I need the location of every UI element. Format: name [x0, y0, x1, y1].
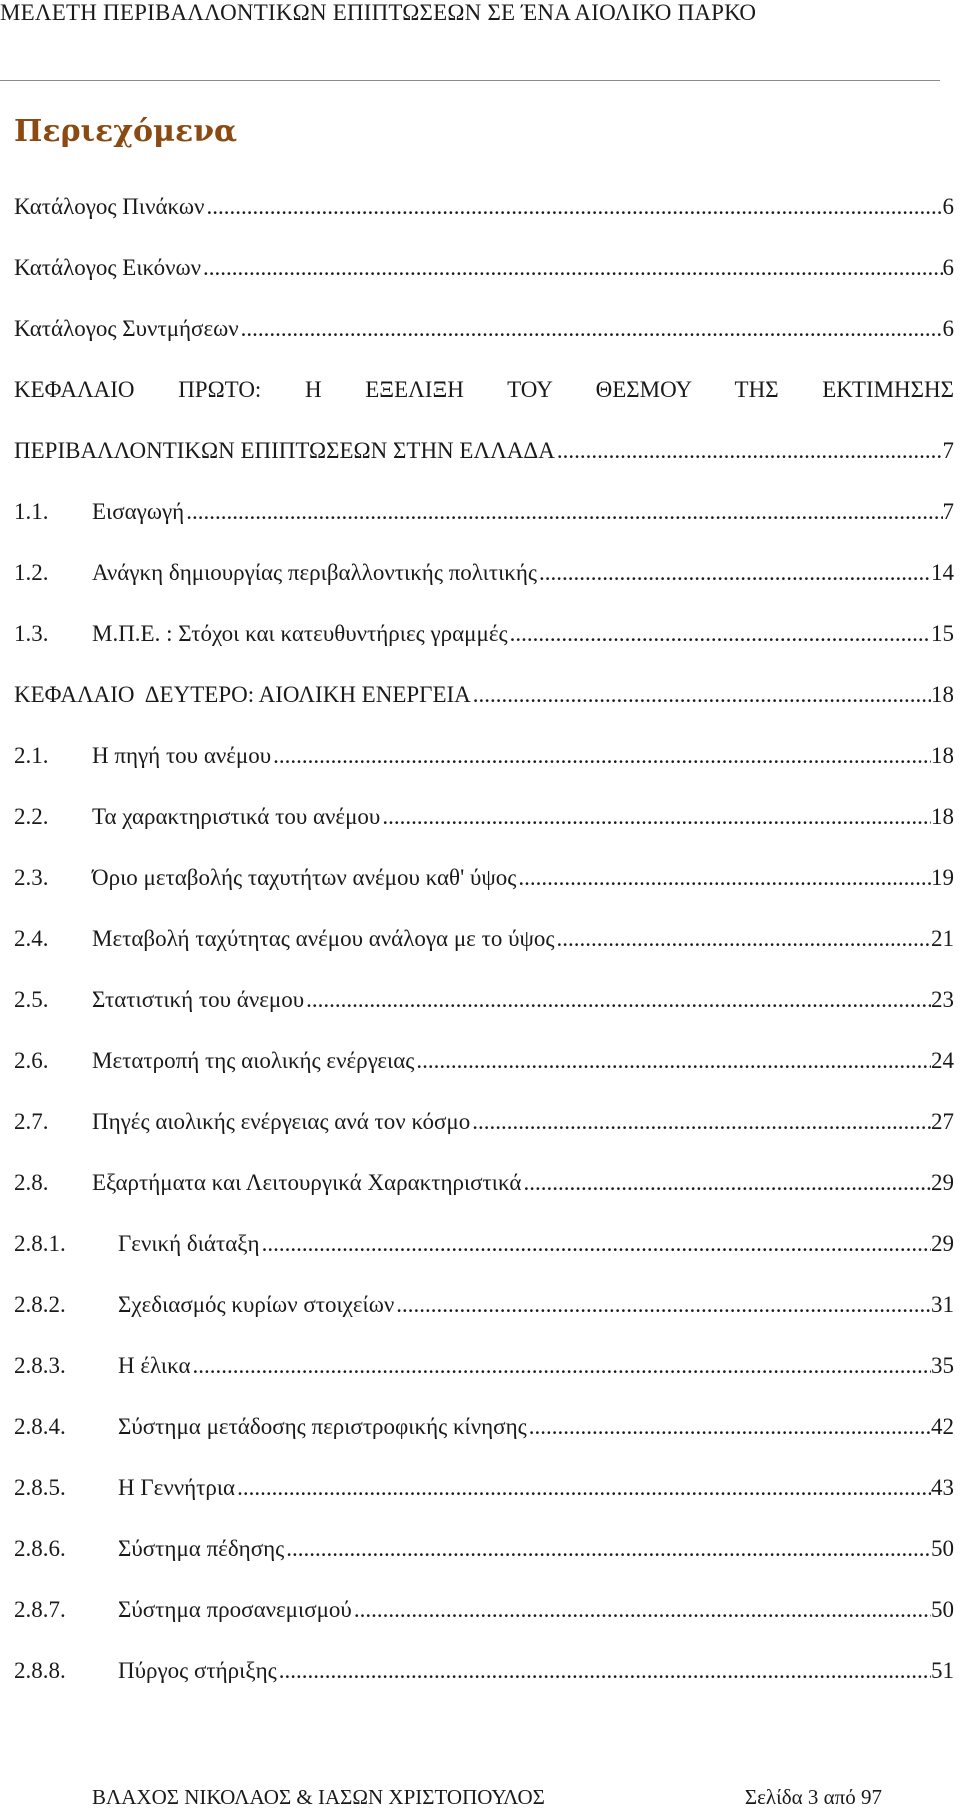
toc-entry-number: 2.3.	[14, 865, 49, 890]
toc-entry-text: Ανάγκη δημιουργίας περιβαλλοντικής πολιτικής	[92, 560, 538, 585]
dot-leader	[471, 664, 931, 725]
toc-entry[interactable]	[14, 847, 954, 908]
toc-entry-text: ΠΕΡΙΒΑΛΛΟΝΤΙΚΩΝ ΕΠΙΠΤΩΣΕΩΝ ΣΤΗΝ ΕΛΛΑΔΑ	[14, 438, 555, 463]
toc-entry-page: 18	[931, 804, 954, 829]
toc-title: Περιεχόμενα	[14, 114, 238, 149]
toc-entry-page: 15	[931, 621, 954, 646]
footer-authors: ΒΛΑΧΟΣ ΝΙΚΟΛΑΟΣ & ΙΑΣΩΝ ΧΡΙΣΤΟΠΟΥΛΟΣ	[92, 1785, 545, 1809]
toc-entry-number: 2.2.	[14, 804, 49, 829]
toc-entry-text: Η έλικα	[118, 1353, 191, 1378]
toc-entry-number: 2.1.	[14, 743, 49, 768]
toc-entry-text: Πύργος στήριξης	[118, 1658, 277, 1683]
toc-entry-number: 2.8.	[14, 1170, 49, 1195]
running-header: ΜΕΛΕΤΗ ΠΕΡΙΒΑΛΛΟΝΤΙΚΩΝ ΕΠΙΠΤΩΣΕΩΝ ΣΕ ΈΝΑ ΑΙΟΛΙΚΟ ΠΑΡΚΟ	[0, 0, 757, 25]
toc-entry-page: 6	[942, 194, 954, 219]
toc-entry-text: Εξαρτήματα και Λειτουργικά Χαρακτηριστικά	[92, 1170, 522, 1195]
dot-leader	[191, 1335, 931, 1396]
toc-entry[interactable]	[14, 1640, 954, 1701]
toc-entry[interactable]	[14, 298, 954, 359]
toc-entry-text: Πηγές αιολικής ενέργειας ανά τον κόσμο	[92, 1109, 471, 1134]
toc-entry[interactable]	[14, 1091, 954, 1152]
toc-entry-page: 51	[931, 1658, 954, 1683]
toc-entry-page: 6	[942, 255, 954, 280]
toc-entry[interactable]	[14, 969, 954, 1030]
dot-leader	[394, 1274, 931, 1335]
toc-entry[interactable]	[14, 725, 954, 786]
toc-entry-page: 42	[931, 1414, 954, 1439]
toc-entry[interactable]	[14, 237, 954, 298]
dot-leader	[508, 603, 931, 664]
toc-entry-number: 2.8.1.	[14, 1231, 66, 1256]
toc-entry-chapter-1[interactable]	[14, 359, 954, 481]
toc-entry-chapter-2[interactable]	[14, 664, 954, 725]
toc-entry-page: 21	[931, 926, 954, 951]
toc-entry-number: 2.8.3.	[14, 1353, 66, 1378]
toc-entry-text: Μ.Π.Ε. : Στόχοι και κατευθυντήριες γραμμές	[92, 621, 508, 646]
header-divider	[0, 80, 940, 81]
toc-entry-number: 1.1.	[14, 499, 49, 524]
toc-entry-text: Γενική διάταξη	[118, 1231, 260, 1256]
toc-entry[interactable]	[14, 786, 954, 847]
toc-entry[interactable]	[14, 176, 954, 237]
toc-entry[interactable]	[14, 1030, 954, 1091]
toc-entry-number: 2.7.	[14, 1109, 49, 1134]
dot-leader	[414, 1030, 931, 1091]
toc-entry[interactable]	[14, 1152, 954, 1213]
toc-entry[interactable]	[14, 542, 954, 603]
toc-entry-text: Κατάλογος Πινάκων	[14, 194, 205, 219]
table-of-contents	[14, 176, 954, 1701]
toc-entry-text: Σύστημα μετάδοσης περιστροφικής κίνησης	[118, 1414, 527, 1439]
toc-entry[interactable]	[14, 1579, 954, 1640]
toc-entry[interactable]	[14, 603, 954, 664]
dot-leader	[527, 1396, 931, 1457]
toc-entry-number: 1.2.	[14, 560, 49, 585]
toc-entry-text: Η πηγή του ανέμου	[92, 743, 272, 768]
dot-leader	[235, 1457, 931, 1518]
toc-entry-page: 50	[931, 1536, 954, 1561]
dot-leader	[271, 725, 931, 786]
toc-entry-number: 2.8.8.	[14, 1658, 66, 1683]
toc-entry-text: Εισαγωγή	[92, 499, 185, 524]
dot-leader	[470, 1091, 931, 1152]
toc-entry-number: 2.8.4.	[14, 1414, 66, 1439]
toc-entry-text: Μεταβολή ταχύτητας ανέμου ανάλογα με το ύψος	[92, 926, 555, 951]
dot-leader	[380, 786, 931, 847]
toc-entry-text: Σύστημα προσανεμισμού	[118, 1597, 352, 1622]
toc-entry[interactable]	[14, 1518, 954, 1579]
toc-entry-page: 23	[931, 987, 954, 1012]
toc-entry-text-line1: ΚΕΦΑΛΑΙΟ ΠΡΩΤΟ: Η ΕΞΕΛΙΞΗ ΤΟΥ ΘΕΣΜΟΥ ΤΗΣ ΕΚΤΙΜΗΣΗΣ	[14, 377, 955, 402]
toc-entry-page: 31	[931, 1292, 954, 1317]
toc-entry-page: 7	[942, 438, 954, 463]
toc-entry-number: 2.4.	[14, 926, 49, 951]
toc-entry-page: 27	[931, 1109, 954, 1134]
toc-entry-page: 18	[931, 743, 954, 768]
toc-entry-number: 2.6.	[14, 1048, 49, 1073]
toc-entry[interactable]	[14, 908, 954, 969]
toc-entry-text: Μετατροπή της αιολικής ενέργειας	[92, 1048, 415, 1073]
toc-entry-number: 1.3.	[14, 621, 49, 646]
dot-leader	[277, 1640, 931, 1701]
toc-entry-text: Στατιστική του άνεμου	[92, 987, 305, 1012]
page-footer	[92, 1782, 882, 1812]
toc-entry-page: 19	[931, 865, 954, 890]
dot-leader	[521, 1152, 931, 1213]
toc-entry-text: ΚΕΦΑΛΑΙΟ ΔΕΥΤΕΡΟ: ΑΙΟΛΙΚΗ ΕΝΕΡΓΕΙΑ	[14, 682, 471, 707]
toc-entry-page: 14	[931, 560, 954, 585]
toc-entry-text: Σχεδιασμός κυρίων στοιχείων	[118, 1292, 395, 1317]
toc-entry-number: 2.8.5.	[14, 1475, 66, 1500]
toc-entry-text: Όριο μεταβολής ταχυτήτων ανέμου καθ' ύψος	[92, 865, 517, 890]
dot-leader	[260, 1213, 931, 1274]
toc-entry-text: Κατάλογος Εικόνων	[14, 255, 202, 280]
toc-entry[interactable]	[14, 1396, 954, 1457]
dot-leader	[352, 1579, 931, 1640]
toc-entry-number: 2.8.7.	[14, 1597, 66, 1622]
dot-leader	[204, 176, 942, 237]
toc-entry-page: 7	[942, 499, 954, 524]
toc-entry-page: 24	[931, 1048, 954, 1073]
toc-entry[interactable]	[14, 1335, 954, 1396]
toc-entry-page: 18	[931, 682, 954, 707]
toc-entry-page: 6	[942, 316, 954, 341]
footer-page-number: Σελίδα 3 από 97	[744, 1785, 882, 1809]
toc-entry[interactable]	[14, 1213, 954, 1274]
toc-entry-page: 50	[931, 1597, 954, 1622]
dot-leader	[555, 420, 943, 481]
toc-entry[interactable]	[14, 1274, 954, 1335]
toc-entry-page: 29	[931, 1170, 954, 1195]
toc-entry-page: 43	[931, 1475, 954, 1500]
dot-leader	[537, 542, 931, 603]
toc-entry[interactable]	[14, 481, 954, 542]
toc-entry-text: Η Γεννήτρια	[118, 1475, 236, 1500]
toc-entry-number: 2.8.2.	[14, 1292, 66, 1317]
toc-entry-text: Κατάλογος Συντμήσεων	[14, 316, 239, 341]
dot-leader	[516, 847, 931, 908]
dot-leader	[284, 1518, 931, 1579]
dot-leader	[554, 908, 931, 969]
toc-entry[interactable]	[14, 1457, 954, 1518]
dot-leader	[201, 237, 942, 298]
dot-leader	[239, 298, 943, 359]
toc-entry-text: Σύστημα πέδησης	[118, 1536, 285, 1561]
toc-entry-number: 2.8.6.	[14, 1536, 66, 1561]
toc-entry-number: 2.5.	[14, 987, 49, 1012]
toc-entry-page: 29	[931, 1231, 954, 1256]
dot-leader	[184, 481, 942, 542]
toc-entry-page: 35	[931, 1353, 954, 1378]
dot-leader	[304, 969, 931, 1030]
toc-entry-text: Τα χαρακτηριστικά του ανέμου	[92, 804, 381, 829]
